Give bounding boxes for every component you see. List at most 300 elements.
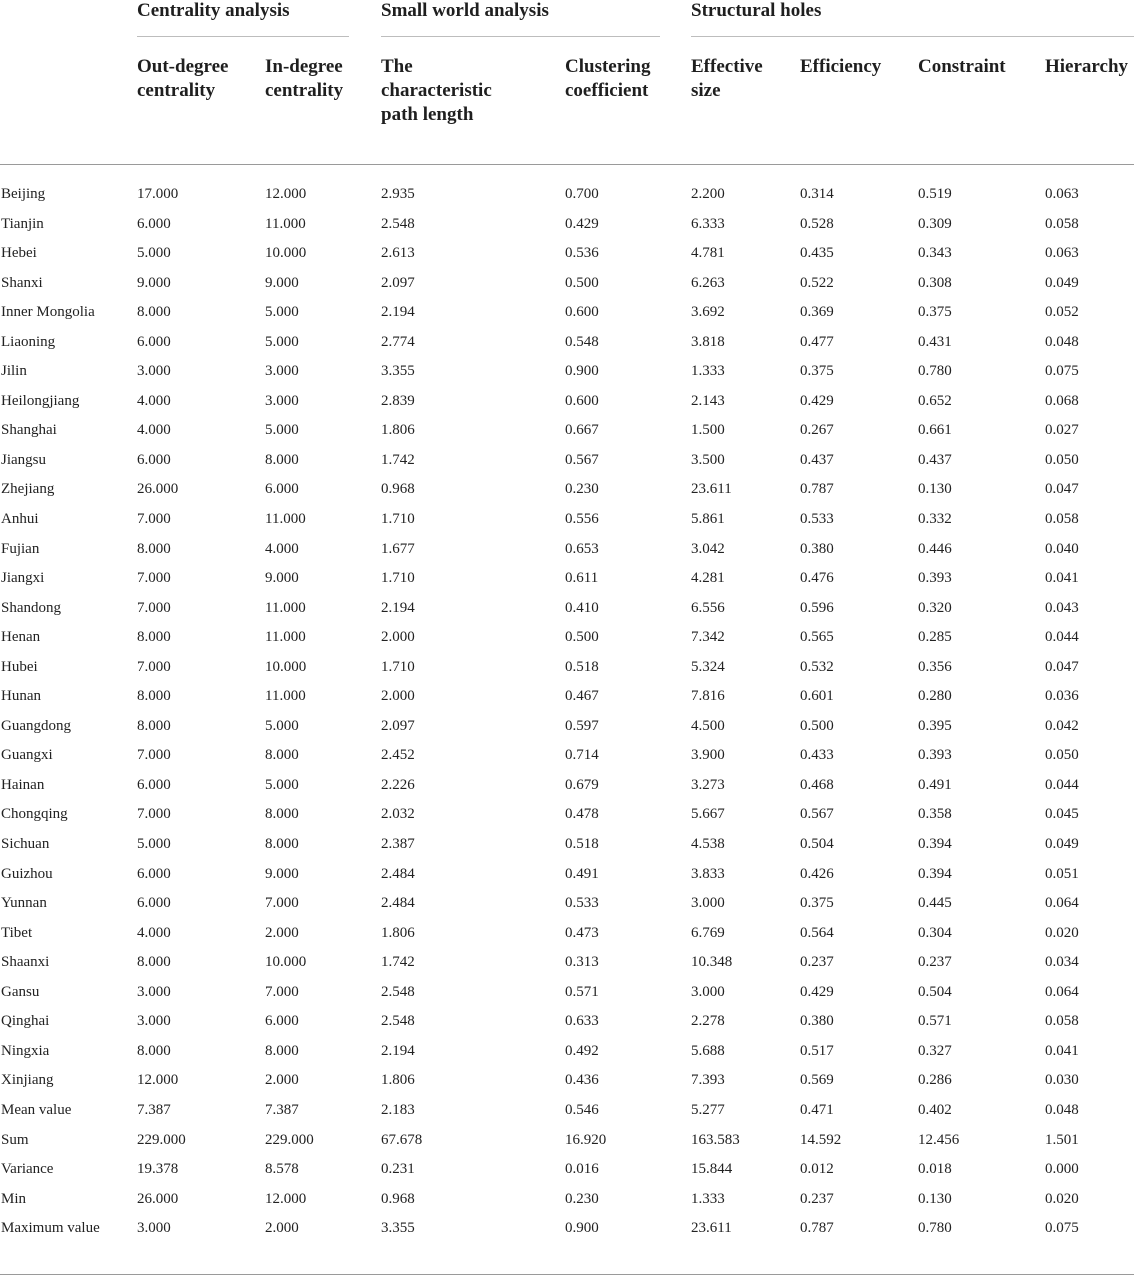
table-cell: 3.355 [381,363,415,380]
table-cell: 3.042 [691,540,725,557]
table-cell: 0.492 [565,1042,599,1059]
table-cell: 0.375 [918,304,952,321]
table-cell: 0.020 [1045,1190,1079,1207]
table-cell: 0.548 [565,333,599,350]
table-row [0,594,1145,624]
table-cell: 0.395 [918,717,952,734]
table-row [0,269,1145,299]
table-cell: 0.375 [800,363,834,380]
table-cell: 1.333 [691,1190,725,1207]
group-header-small-world: Small world analysis [381,0,549,21]
table-cell: 0.437 [800,451,834,468]
row-label: Shanghai [1,422,57,439]
table-cell: 0.652 [918,392,952,409]
table-cell: 3.000 [137,983,171,1000]
table-cell: 2.032 [381,806,415,823]
table-cell: 0.500 [565,274,599,291]
table-cell: 7.816 [691,688,725,705]
table-cell: 0.375 [800,895,834,912]
table-cell: 2.278 [691,1013,725,1030]
group-underline-small-world [381,36,660,37]
table-cell: 0.380 [800,1013,834,1030]
table-cell: 5.000 [265,333,299,350]
header-rule [0,164,1134,165]
table-cell: 67.678 [381,1131,423,1148]
table-cell: 8.578 [265,1161,299,1178]
table-cell: 3.000 [137,1220,171,1237]
table-cell: 0.304 [918,924,952,941]
table-cell: 3.000 [137,1013,171,1030]
table-cell: 0.049 [1045,274,1079,291]
table-cell: 0.030 [1045,1072,1079,1089]
table-cell: 5.277 [691,1101,725,1118]
table-cell: 2.226 [381,776,415,793]
table-cell: 1.806 [381,924,415,941]
table-cell: 0.036 [1045,688,1079,705]
table-cell: 0.504 [800,836,834,853]
table-cell: 0.787 [800,1220,834,1237]
table-cell: 23.611 [691,481,732,498]
table-cell: 8.000 [265,1042,299,1059]
group-underline-structural-holes [691,36,1134,37]
table-cell: 0.600 [565,392,599,409]
table-cell: 0.467 [565,688,599,705]
table-cell: 229.000 [137,1131,186,1148]
table-cell: 6.000 [137,865,171,882]
table-cell: 2.194 [381,599,415,616]
table-cell: 1.501 [1045,1131,1079,1148]
row-label: Shaanxi [1,954,50,971]
table-cell: 0.667 [565,422,599,439]
table-cell: 0.787 [800,481,834,498]
table-cell: 0.546 [565,1101,599,1118]
table-cell: 4.000 [265,540,299,557]
table-row [0,357,1145,387]
row-label: Inner Mongolia [1,304,95,321]
table-row [0,978,1145,1008]
table-cell: 2.387 [381,836,415,853]
row-label: Henan [1,629,41,646]
table-cell: 0.000 [1045,1161,1079,1178]
row-label: Ningxia [1,1042,50,1059]
table-row [0,475,1145,505]
table-row [0,1214,1145,1274]
table-cell: 0.468 [800,776,834,793]
table-cell: 2.484 [381,895,415,912]
table-cell: 3.818 [691,333,725,350]
table-cell: 0.286 [918,1072,952,1089]
table-cell: 14.592 [800,1131,842,1148]
row-label: Hubei [1,658,38,675]
table-cell: 7.000 [137,747,171,764]
table-cell: 19.378 [137,1161,179,1178]
table-cell: 0.426 [800,865,834,882]
table-cell: 5.000 [265,717,299,734]
row-label: Guangdong [1,717,71,734]
table-cell: 4.281 [691,570,725,587]
table-cell: 7.387 [137,1101,171,1118]
table-cell: 2.000 [381,629,415,646]
table-cell: 3.692 [691,304,725,321]
table-cell: 0.661 [918,422,952,439]
column-header-constraint: Constraint [918,56,1006,77]
table-cell: 2.194 [381,304,415,321]
table-cell: 23.611 [691,1220,732,1237]
table-row [0,210,1145,240]
table-row [0,446,1145,476]
table-cell: 0.473 [565,924,599,941]
table-cell: 3.355 [381,1220,415,1237]
column-header-in-degree: In-degree centrality [265,56,344,101]
table-row [0,682,1145,712]
row-label: Chongqing [1,806,68,823]
table-cell: 0.597 [565,717,599,734]
table-cell: 0.130 [918,1190,952,1207]
column-header-path-length: The characteristic path length [381,56,492,125]
row-label: Guangxi [1,747,53,764]
table-row [0,1066,1145,1096]
table-cell: 0.231 [381,1161,415,1178]
table-cell: 17.000 [137,186,179,202]
table-cell: 0.308 [918,274,952,291]
table-cell: 0.016 [565,1161,599,1178]
table-cell: 0.528 [800,215,834,232]
table-cell: 0.314 [800,186,834,202]
table-row [0,741,1145,771]
table-cell: 0.393 [918,747,952,764]
table-cell: 11.000 [265,511,306,528]
table-cell: 8.000 [265,747,299,764]
table-cell: 8.000 [137,688,171,705]
table-cell: 0.653 [565,540,599,557]
table-cell: 0.393 [918,570,952,587]
table-cell: 0.476 [800,570,834,587]
table-row [0,712,1145,742]
table-cell: 0.500 [800,717,834,734]
table-cell: 0.522 [800,274,834,291]
column-header-out-degree: Out-degree centrality [137,56,229,101]
table-cell: 0.369 [800,304,834,321]
table-cell: 11.000 [265,215,306,232]
table-cell: 5.688 [691,1042,725,1059]
table-cell: 0.034 [1045,954,1079,971]
row-label: Qinghai [1,1013,50,1030]
table-cell: 11.000 [265,629,306,646]
table-cell: 0.237 [800,1190,834,1207]
row-label: Hebei [1,245,37,262]
table-cell: 10.000 [265,954,307,971]
table-row [0,1155,1145,1185]
table-row [0,830,1145,860]
table-cell: 7.000 [137,658,171,675]
table-cell: 1.333 [691,363,725,380]
row-label: Gansu [1,983,40,1000]
table-cell: 8.000 [137,540,171,557]
table-cell: 6.333 [691,215,725,232]
table-cell: 2.452 [381,747,415,764]
row-label: Beijing [1,186,46,202]
row-label: Jiangsu [1,451,46,468]
table-cell: 0.410 [565,599,599,616]
table-cell: 6.556 [691,599,725,616]
table-cell: 3.000 [265,363,299,380]
table-cell: 0.058 [1045,215,1079,232]
table-cell: 6.000 [137,215,171,232]
table-row [0,1126,1145,1156]
table-cell: 0.043 [1045,599,1079,616]
table-cell: 8.000 [137,717,171,734]
table-cell: 0.491 [918,776,952,793]
table-row [0,771,1145,801]
table-cell: 0.533 [565,895,599,912]
table-cell: 0.567 [800,806,834,823]
table-row [0,889,1145,919]
row-label: Tianjin [1,215,44,232]
table-cell: 0.064 [1045,895,1079,912]
table-cell: 8.000 [137,629,171,646]
table-cell: 0.047 [1045,658,1079,675]
table-body [0,180,1145,1274]
table-cell: 5.000 [265,422,299,439]
table-cell: 0.532 [800,658,834,675]
table-cell: 6.000 [265,1013,299,1030]
table-cell: 7.000 [265,983,299,1000]
table-row [0,180,1145,210]
table-cell: 9.000 [265,865,299,882]
table-cell: 12.000 [137,1072,179,1089]
table-cell: 0.042 [1045,717,1079,734]
table-cell: 0.280 [918,688,952,705]
table-cell: 0.048 [1045,333,1079,350]
column-header-clustering: Clustering coefficient [565,56,651,101]
table-cell: 0.402 [918,1101,952,1118]
table-cell: 0.358 [918,806,952,823]
table-row [0,919,1145,949]
table-cell: 0.564 [800,924,834,941]
table-cell: 9.000 [265,570,299,587]
table-cell: 0.041 [1045,570,1079,587]
table-cell: 2.484 [381,865,415,882]
table-cell: 0.041 [1045,1042,1079,1059]
table-cell: 0.380 [800,540,834,557]
table-cell: 1.806 [381,422,415,439]
table-row [0,1185,1145,1215]
row-label: Liaoning [1,333,56,350]
table-cell: 0.491 [565,865,599,882]
table-cell: 8.000 [137,304,171,321]
table-cell: 0.533 [800,511,834,528]
table-row [0,416,1145,446]
table-cell: 7.000 [265,895,299,912]
table-cell: 0.700 [565,186,599,202]
table-cell: 0.027 [1045,422,1079,439]
table-cell: 3.000 [265,392,299,409]
table-cell: 0.596 [800,599,834,616]
table-cell: 11.000 [265,688,306,705]
table-cell: 6.000 [137,895,171,912]
table-cell: 10.000 [265,658,307,675]
table-cell: 6.000 [137,333,171,350]
table-cell: 0.064 [1045,983,1079,1000]
table-cell: 2.839 [381,392,415,409]
table-cell: 16.920 [565,1131,607,1148]
table-cell: 0.356 [918,658,952,675]
column-header-hierarchy: Hierarchy [1045,56,1129,77]
table-cell: 4.000 [137,392,171,409]
table-cell: 0.058 [1045,1013,1079,1030]
table-cell: 0.714 [565,747,599,764]
group-header-centrality: Centrality analysis [137,0,290,21]
table-cell: 0.445 [918,895,952,912]
table-cell: 0.048 [1045,1101,1079,1118]
table-cell: 0.900 [565,1220,599,1237]
table-cell: 0.968 [381,1190,415,1207]
table-cell: 0.504 [918,983,952,1000]
table-cell: 6.000 [137,451,171,468]
table-cell: 0.478 [565,806,599,823]
row-label: Jiangxi [1,570,45,587]
table-cell: 0.429 [800,983,834,1000]
table-row [0,1007,1145,1037]
table-cell: 0.571 [565,983,599,1000]
table-cell: 163.583 [691,1131,740,1148]
table-cell: 9.000 [265,274,299,291]
table-row [0,800,1145,830]
table-cell: 2.000 [265,1072,299,1089]
table-cell: 0.601 [800,688,834,705]
table-cell: 0.075 [1045,363,1079,380]
column-header-effective-size: Effective size [691,56,763,101]
table-cell: 3.500 [691,451,725,468]
table-cell: 12.000 [265,1190,307,1207]
table-row [0,860,1145,890]
table-cell: 26.000 [137,1190,179,1207]
table-cell: 2.143 [691,392,725,409]
table-cell: 229.000 [265,1131,314,1148]
table-cell: 3.000 [137,363,171,380]
table-cell: 7.000 [137,806,171,823]
row-label: Yunnan [1,895,47,912]
table-cell: 4.500 [691,717,725,734]
row-label: Fujian [1,540,40,557]
table-cell: 0.431 [918,333,952,350]
row-label: Hunan [1,688,41,705]
table-cell: 0.611 [565,570,599,587]
table-cell: 4.538 [691,836,725,853]
table-cell: 15.844 [691,1161,733,1178]
row-label: Shandong [1,599,61,616]
table-cell: 2.548 [381,983,415,1000]
table-cell: 5.000 [137,836,171,853]
table-cell: 0.050 [1045,747,1079,764]
table-cell: 8.000 [265,836,299,853]
table-cell: 0.050 [1045,451,1079,468]
table-cell: 2.097 [381,274,415,291]
table-cell: 7.342 [691,629,725,646]
row-label: Shanxi [1,274,43,291]
table-cell: 0.332 [918,511,952,528]
table-cell: 5.000 [265,776,299,793]
table-row [0,298,1145,328]
table-cell: 0.327 [918,1042,952,1059]
table-cell: 7.000 [137,570,171,587]
row-label: Tibet [1,924,33,941]
table-cell: 0.230 [565,481,599,498]
table-cell: 0.518 [565,836,599,853]
group-underline-centrality [137,36,349,37]
row-label: Sum [1,1131,29,1148]
table-row [0,1096,1145,1126]
table-row [0,564,1145,594]
table-cell: 0.285 [918,629,952,646]
table-row [0,623,1145,653]
table-cell: 0.556 [565,511,599,528]
table-cell: 0.477 [800,333,834,350]
table-cell: 2.548 [381,1013,415,1030]
table-cell: 0.075 [1045,1220,1079,1237]
table-row [0,535,1145,565]
row-label: Hainan [1,776,45,793]
table-cell: 0.633 [565,1013,599,1030]
table-cell: 0.047 [1045,481,1079,498]
table-cell: 1.500 [691,422,725,439]
table-cell: 0.130 [918,481,952,498]
table-row [0,1037,1145,1067]
table-cell: 2.000 [265,1220,299,1237]
table-cell: 1.742 [381,451,415,468]
table-cell: 3.000 [691,983,725,1000]
table-cell: 2.613 [381,245,415,262]
table-cell: 7.393 [691,1072,725,1089]
table-cell: 9.000 [137,274,171,291]
table-cell: 6.263 [691,274,725,291]
table-cell: 0.679 [565,776,599,793]
table-cell: 26.000 [137,481,179,498]
table-cell: 0.320 [918,599,952,616]
table-cell: 3.000 [691,895,725,912]
table-cell: 3.273 [691,776,725,793]
table-cell: 1.710 [381,570,415,587]
table-cell: 0.044 [1045,776,1079,793]
table-cell: 2.097 [381,717,415,734]
table-cell: 6.000 [265,481,299,498]
table-cell: 1.710 [381,658,415,675]
row-label: Heilongjiang [1,392,80,409]
table-cell: 8.000 [265,806,299,823]
group-header-structural-holes: Structural holes [691,0,822,21]
table-cell: 5.324 [691,658,725,675]
row-label: Mean value [1,1101,72,1118]
table-cell: 0.063 [1045,245,1079,262]
column-header-efficiency: Efficiency [800,56,882,77]
table-row [0,653,1145,683]
table-cell: 0.435 [800,245,834,262]
table-row [0,948,1145,978]
table-cell: 0.968 [381,481,415,498]
table-cell: 0.343 [918,245,952,262]
table-cell: 0.309 [918,215,952,232]
row-label: Anhui [1,511,39,528]
table-cell: 0.600 [565,304,599,321]
table-cell: 2.200 [691,186,725,202]
table-cell: 0.394 [918,836,952,853]
row-label: Maximum value [1,1220,100,1237]
table-cell: 0.517 [800,1042,834,1059]
table-row [0,505,1145,535]
table-cell: 0.044 [1045,629,1079,646]
table-cell: 0.052 [1045,304,1079,321]
table-cell: 0.063 [1045,186,1079,202]
